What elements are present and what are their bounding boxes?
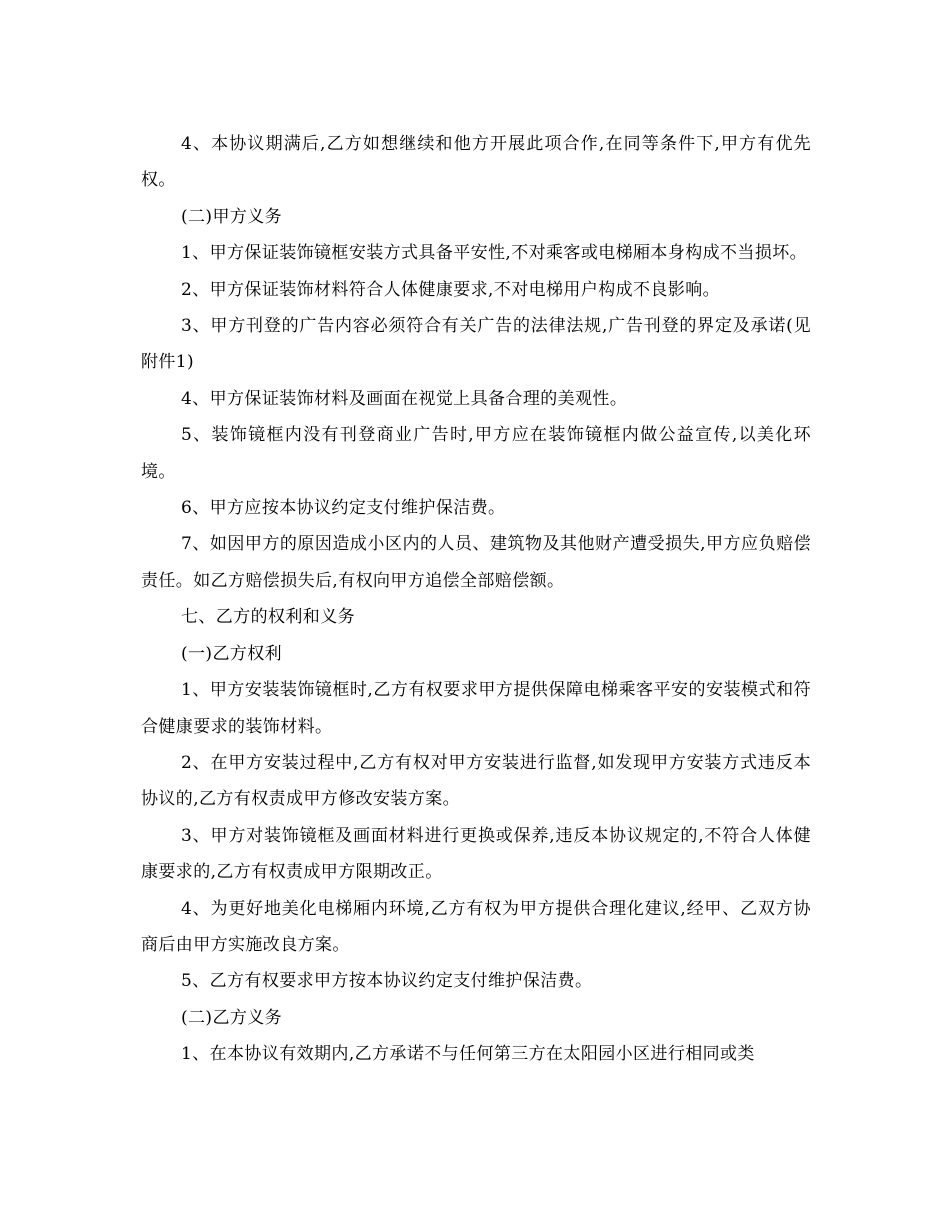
paragraph-b-right-1: 1、甲方安装装饰镜框时,乙方有权要求甲方提供保障电梯乘客平安的安装模式和符合健康要求的装饰材料。 [141,680,811,737]
heading-section-7: 七、乙方的权利和义务 [181,607,355,628]
paragraph-a-obligation-3: 3、甲方刊登的广告内容必须符合有关广告的法律法规,广告刊登的界定及承诺(见附件1) [141,316,811,373]
paragraph-a-obligation-4: 4、甲方保证装饰材料及画面在视觉上具备合理的美观性。 [181,388,628,409]
heading-party-b-rights: (一)乙方权利 [181,643,283,664]
paragraph-a-obligation-6: 6、甲方应按本协议约定支付维护保洁费。 [181,498,506,519]
paragraph-a-obligation-7: 7、如因甲方的原因造成小区内的人员、建筑物及其他财产遭受损失,甲方应负赔偿责任。如乙方赔偿损失后,有权向甲方追偿全部赔偿额。 [141,534,811,591]
paragraph-b-right-5: 5、乙方有权要求甲方按本协议约定支付维护保洁费。 [181,971,593,992]
paragraph-b-right-3: 3、甲方对装饰镜框及画面材料进行更换或保养,违反本协议规定的,不符合人体健康要求的,乙方有权责成甲方限期改正。 [141,825,811,883]
paragraph-b-right-4: 4、为更好地美化电梯厢内环境,乙方有权为甲方提供合理化建议,经甲、乙双方协商后由甲方实施改良方案。 [141,898,811,955]
document-body [141,126,811,1073]
paragraph-b-right-2: 2、在甲方安装过程中,乙方有权对甲方安装进行监督,如发现甲方安装方式违反本协议的,乙方有权责成甲方修改安装方案。 [141,752,811,810]
paragraph-a-obligation-1: 1、甲方保证装饰镜框安装方式具备平安性,不对乘客或电梯厢本身构成不当损坏。 [181,243,808,264]
heading-party-a-obligations: (二)甲方义务 [181,206,283,227]
paragraph-a-obligation-2: 2、甲方保证装饰材料符合人体健康要求,不对电梯用户构成不良影响。 [181,279,721,300]
paragraph-b-obligation-1: 1、在本协议有效期内,乙方承诺不与任何第三方在太阳园小区进行相同或类 [181,1044,755,1065]
paragraph-clause-4-priority: 4、本协议期满后,乙方如想继续和他方开展此项合作,在同等条件下,甲方有优先权。 [141,134,811,191]
heading-party-b-obligations: (二)乙方义务 [181,1007,283,1028]
paragraph-a-obligation-5: 5、装饰镜框内没有刊登商业广告时,甲方应在装饰镜框内做公益宣传,以美化环境。 [141,425,811,482]
